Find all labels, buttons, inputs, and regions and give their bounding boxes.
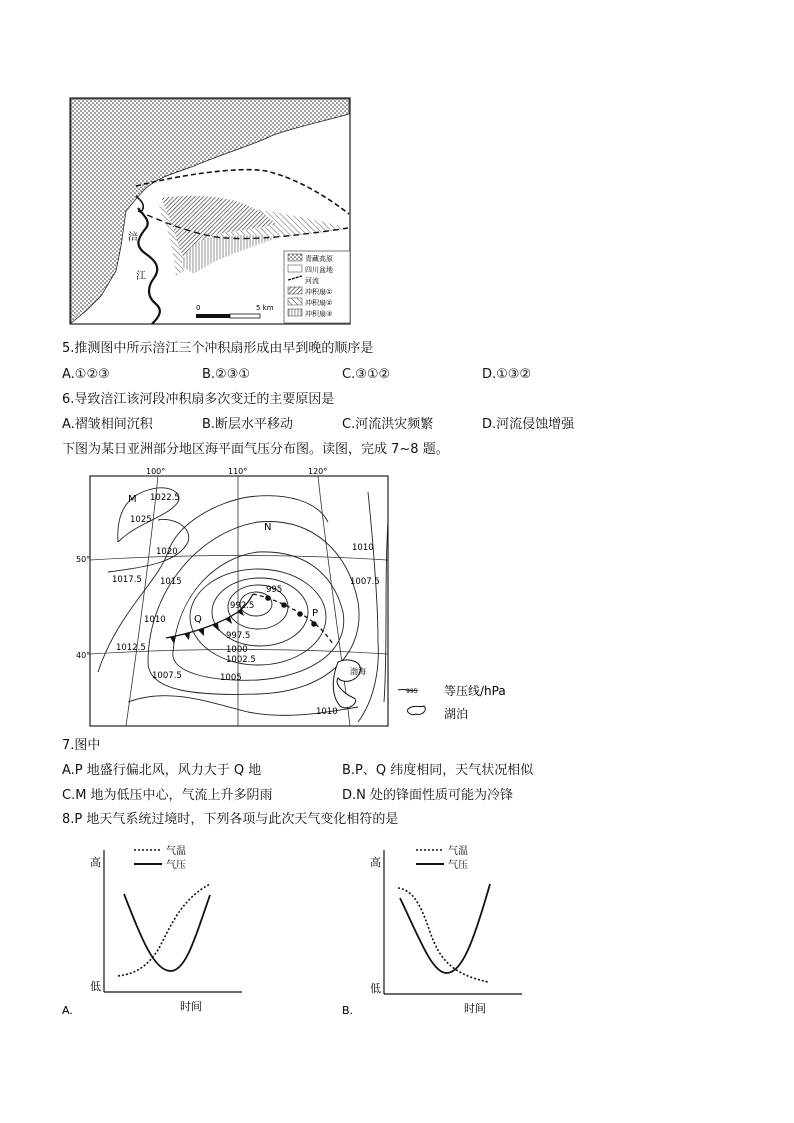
svg-text:1007.5: 1007.5 — [350, 577, 380, 587]
q6-option-c: C.河流洪灾频繁 — [342, 417, 434, 432]
svg-text:992.5: 992.5 — [230, 601, 255, 611]
svg-text:高: 高 — [90, 856, 101, 869]
svg-text:1010: 1010 — [144, 615, 166, 625]
point-p: P — [312, 608, 319, 619]
point-m: M — [128, 494, 137, 505]
svg-text:青藏高原: 青藏高原 — [305, 255, 333, 263]
intro-text: 下图为某日亚洲部分地区海平面气压分布图。读图，完成 7~8 题。 — [62, 442, 449, 457]
svg-text:气温: 气温 — [166, 846, 186, 857]
q6-option-a: A.褶皱相间沉积 — [62, 417, 153, 432]
svg-text:湖泊: 湖泊 — [444, 707, 469, 721]
svg-text:997.5: 997.5 — [226, 631, 251, 641]
isobar-map — [76, 462, 558, 728]
svg-text:等压线/hPa: 等压线/hPa — [444, 684, 506, 698]
svg-text:1020: 1020 — [156, 547, 178, 557]
q5-option-a: A.①②③ — [62, 367, 110, 382]
q6-option-b: B.断层水平移动 — [202, 417, 294, 432]
svg-text:冲积扇③: 冲积扇③ — [305, 310, 333, 318]
svg-text:110°: 110° — [228, 467, 248, 476]
map1-legend — [284, 251, 350, 323]
lake-label: 渤海 — [350, 667, 366, 676]
graph-a-label: A. — [62, 1004, 73, 1017]
q5-option-c: C.③①② — [342, 367, 391, 382]
svg-text:气温: 气温 — [448, 846, 468, 857]
svg-text:气压: 气压 — [166, 860, 186, 871]
svg-text:1025: 1025 — [130, 515, 152, 525]
river-label-2: 江 — [136, 271, 146, 282]
graph-b-label: B. — [342, 1004, 354, 1017]
svg-text:50°: 50° — [76, 555, 91, 564]
question-8-stem: 8.P 地天气系统过境时，下列各项与此次天气变化相符的是 — [62, 812, 399, 827]
svg-text:1015: 1015 — [160, 577, 182, 587]
question-7-stem: 7.图中 — [62, 738, 101, 753]
svg-text:1010: 1010 — [352, 543, 374, 553]
q7-option-d: D.N 处的锋面性质可能为冷锋 — [342, 788, 513, 803]
graph-b — [342, 840, 542, 1020]
q7-option-c: C.M 地为低压中心，气流上升多阴雨 — [62, 788, 273, 803]
alluvial-fan-map — [66, 96, 354, 328]
svg-text:冲积扇①: 冲积扇① — [305, 288, 333, 296]
svg-text:1007.5: 1007.5 — [152, 671, 182, 681]
svg-text:100°: 100° — [146, 467, 166, 476]
scale-end: 5 km — [256, 304, 274, 312]
q5-option-b: B.②③① — [202, 367, 251, 382]
point-q: Q — [194, 614, 202, 625]
svg-text:1017.5: 1017.5 — [112, 575, 142, 585]
svg-text:1022.5: 1022.5 — [150, 493, 180, 503]
q7-option-b: B.P、Q 纬度相同，天气状况相似 — [342, 763, 534, 778]
point-n: N — [264, 522, 272, 533]
svg-text:40°: 40° — [76, 651, 91, 660]
svg-text:995: 995 — [266, 585, 283, 595]
svg-text:时间: 时间 — [180, 1000, 202, 1013]
scale-zero: 0 — [196, 304, 201, 312]
svg-text:1012.5: 1012.5 — [116, 643, 146, 653]
svg-text:气压: 气压 — [448, 860, 468, 871]
svg-text:995: 995 — [406, 688, 418, 695]
q5-option-d: D.①③② — [482, 367, 532, 382]
svg-text:高: 高 — [370, 856, 381, 869]
river-label-1: 涪 — [128, 232, 138, 243]
svg-text:四川盆地: 四川盆地 — [305, 266, 333, 274]
q7-option-a: A.P 地盛行偏北风，风力大于 Q 地 — [62, 763, 262, 778]
question-6-stem: 6.导致涪江该河段冲积扇多次变迁的主要原因是 — [62, 392, 335, 407]
svg-text:低: 低 — [370, 982, 381, 995]
svg-text:时间: 时间 — [464, 1002, 486, 1015]
svg-text:河流: 河流 — [305, 277, 319, 285]
svg-text:1005: 1005 — [220, 673, 242, 683]
svg-text:1010: 1010 — [316, 707, 338, 717]
svg-text:120°: 120° — [308, 467, 328, 476]
question-5-stem: 5.推测图中所示涪江三个冲积扇形成由早到晚的顺序是 — [62, 341, 374, 356]
map2-legend — [398, 683, 506, 721]
svg-text:1002.5: 1002.5 — [226, 655, 256, 665]
q6-option-d: D.河流侵蚀增强 — [482, 417, 575, 432]
svg-text:低: 低 — [90, 980, 101, 993]
svg-text:冲积扇②: 冲积扇② — [305, 299, 333, 307]
svg-text:1000: 1000 — [226, 645, 248, 655]
graph-a — [62, 840, 262, 1020]
